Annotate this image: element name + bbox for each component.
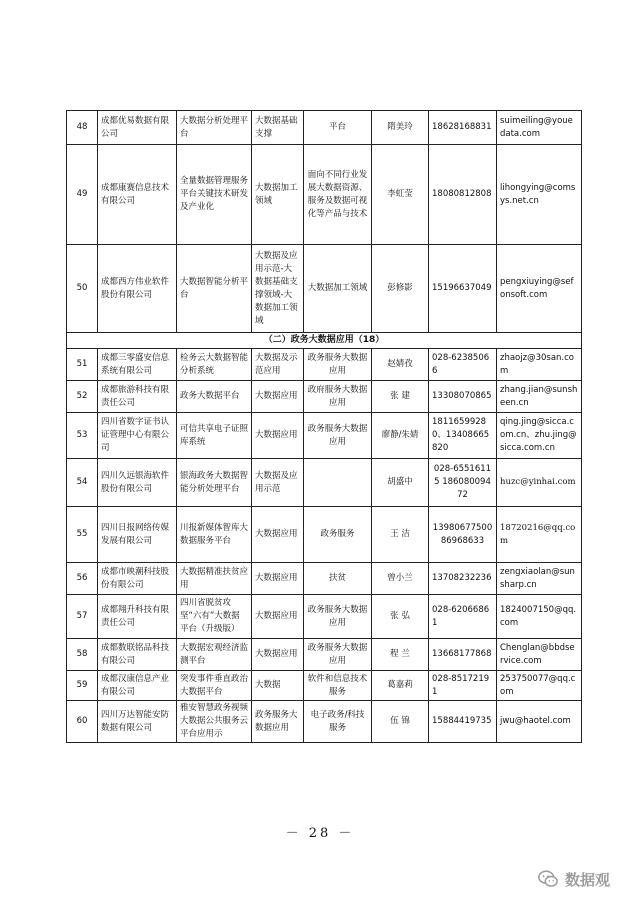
phone-number: 18080812808 (429, 145, 497, 245)
phone-number: 18116599280、13408665820 (429, 413, 497, 459)
phone-number: 028-85172191 (429, 671, 497, 701)
product-type: 大数据应用 (252, 381, 304, 413)
table-row (67, 459, 582, 507)
product-type: 大数据及应用示范 (252, 459, 304, 507)
phone-number: 18628168831 (429, 111, 497, 145)
product-name: 四川省脱贫攻坚“六有”大数据平台（升级版） (177, 595, 252, 639)
product-description: 政务服务大数据应用 (304, 639, 372, 671)
email-address: zhang.jian@sunsheen.cn (497, 381, 582, 413)
table-row (67, 563, 582, 595)
company-name: 四川日报网络传媒发展有限公司 (98, 507, 177, 563)
email-address: qing.jing@sicca.com.cn、zhu.jing@sicca.com.cn (497, 413, 582, 459)
contact-person: 彭修影 (372, 245, 429, 333)
product-description: 政务服务大数据应用 (304, 349, 372, 381)
company-name: 成都优易数据有限公司 (98, 111, 177, 145)
row-number: 56 (67, 563, 98, 595)
email-address: 18720216@qq.com (497, 507, 582, 563)
row-number: 57 (67, 595, 98, 639)
product-description: 政务服务大数据应用 (304, 413, 372, 459)
product-name: 可信共享电子证照库系统 (177, 413, 252, 459)
company-name: 成都三零盛安信息系统有限公司 (98, 349, 177, 381)
product-name: 雅安智慧政务视频大数据公共服务云平台应用示 (177, 701, 252, 743)
watermark (537, 868, 610, 890)
email-address: jwu@haotel.com (497, 701, 582, 743)
contact-person: 李虹莹 (372, 145, 429, 245)
watermark-text: 数据观 (564, 870, 610, 889)
wechat-icon (537, 868, 559, 890)
product-name: 大数据精准扶贫应用 (177, 563, 252, 595)
product-name: 突发事件垂直政治大数据平台 (177, 671, 252, 701)
company-name: 成都西方伟业软件股份有限公司 (98, 245, 177, 333)
product-name: 大数据分析处理平台 (177, 111, 252, 145)
table-row (67, 701, 582, 743)
company-name: 成都汉康信息产业有限公司 (98, 671, 177, 701)
phone-number: 028-62066861 (429, 595, 497, 639)
section-header: （二）政务大数据应用（18） (67, 333, 582, 349)
company-name: 成都市映潮科技股份有限公司 (98, 563, 177, 595)
product-name: 检务云大数据智能分析系统 (177, 349, 252, 381)
page-number: － 28 － (285, 826, 355, 841)
product-type: 大数据应用 (252, 595, 304, 639)
product-type: 大数据应用 (252, 507, 304, 563)
product-description (304, 459, 372, 507)
product-type: 大数据应用 (252, 413, 304, 459)
table-row (67, 413, 582, 459)
table-row (67, 595, 582, 639)
company-name: 成都翔升科技有限责任公司 (98, 595, 177, 639)
contact-person: 隋美玲 (372, 111, 429, 145)
product-description: 平台 (304, 111, 372, 145)
table-row (67, 671, 582, 701)
phone-number: 13308070865 (429, 381, 497, 413)
contact-person: 廖静/朱婧 (372, 413, 429, 459)
row-number: 48 (67, 111, 98, 145)
product-name: 政务大数据平台 (177, 381, 252, 413)
row-number: 55 (67, 507, 98, 563)
table-row (67, 111, 582, 145)
row-number: 51 (67, 349, 98, 381)
product-type: 大数据及应用示范-大数据基础支撑领域-大数据加工领域 (252, 245, 304, 333)
product-type: 大数据应用 (252, 639, 304, 671)
product-type: 大数据应用 (252, 563, 304, 595)
product-description: 政务服务 (304, 507, 372, 563)
table-row (67, 245, 582, 333)
section-header-row (67, 333, 582, 349)
product-description: 扶贫 (304, 563, 372, 595)
product-description: 政务服务大数据应用 (304, 595, 372, 639)
email-address: 1824007150@qq.com (497, 595, 582, 639)
email-address: pengxiuying@sefonsoft.com (497, 245, 582, 333)
contact-person: 伍 锦 (372, 701, 429, 743)
product-name: 川报新媒体智库大数据服务平台 (177, 507, 252, 563)
company-name: 成都康赛信息技术有限公司 (98, 145, 177, 245)
email-address: huzc@yinhai.com (497, 459, 582, 507)
product-type: 大数据及示范应用 (252, 349, 304, 381)
email-address: suimeiling@youedata.com (497, 111, 582, 145)
company-name: 成都数联铭品科技有限公司 (98, 639, 177, 671)
product-name: 大数据智能分析平台 (177, 245, 252, 333)
product-type: 政务服务大数据应用 (252, 701, 304, 743)
table-row (67, 145, 582, 245)
row-number: 50 (67, 245, 98, 333)
contact-person: 张 弘 (372, 595, 429, 639)
phone-number: 13708232236 (429, 563, 497, 595)
row-number: 49 (67, 145, 98, 245)
product-name: 大数据宏观经济监测平台 (177, 639, 252, 671)
phone-number: 028-65516115 18608009472 (429, 459, 497, 507)
contact-person: 张 建 (372, 381, 429, 413)
product-description: 面向不同行业发展大数据资源、服务及数据可视化等产品与技术 (304, 145, 372, 245)
contact-person: 曾小兰 (372, 563, 429, 595)
table-row (67, 639, 582, 671)
contact-person: 王 洁 (372, 507, 429, 563)
contact-person: 胡盛中 (372, 459, 429, 507)
company-name: 成都旅游科技有限责任公司 (98, 381, 177, 413)
email-address: Chenglan@bbdservice.com (497, 639, 582, 671)
table-row (67, 349, 582, 381)
phone-number: 15196637049 (429, 245, 497, 333)
row-number: 54 (67, 459, 98, 507)
phone-number: 13668177868 (429, 639, 497, 671)
product-description: 大数据加工领域 (304, 245, 372, 333)
table-row (67, 507, 582, 563)
table-row (67, 381, 582, 413)
product-name: 银海政务大数据智能分析处理平台 (177, 459, 252, 507)
row-number: 53 (67, 413, 98, 459)
enterprise-table (66, 110, 582, 743)
company-name: 四川久远银海软件股份有限公司 (98, 459, 177, 507)
row-number: 60 (67, 701, 98, 743)
product-type: 大数据加工领域 (252, 145, 304, 245)
product-description: 政府服务大数据应用 (304, 381, 372, 413)
email-address: zengxiaolan@sunsharp.cn (497, 563, 582, 595)
company-name: 四川万达智能安防数据有限公司 (98, 701, 177, 743)
row-number: 59 (67, 671, 98, 701)
phone-number: 028-62385066 (429, 349, 497, 381)
phone-number: 15884419735 (429, 701, 497, 743)
product-type: 大数据基础支撑 (252, 111, 304, 145)
product-description: 软件和信息技术服务 (304, 671, 372, 701)
phone-number: 13980677500 86968633 (429, 507, 497, 563)
product-description: 电子政务/科技服务 (304, 701, 372, 743)
product-name: 全量数据管理服务平台关键技术研发及产业化 (177, 145, 252, 245)
contact-person: 葛嘉莉 (372, 671, 429, 701)
email-address: lihongying@comsys.net.cn (497, 145, 582, 245)
row-number: 52 (67, 381, 98, 413)
contact-person: 赵婧孜 (372, 349, 429, 381)
company-name: 四川省数字证书认证管理中心有限公司 (98, 413, 177, 459)
contact-person: 程 兰 (372, 639, 429, 671)
product-type: 大数据 (252, 671, 304, 701)
email-address: zhaojz@30san.com (497, 349, 582, 381)
email-address: 253750077@qq.com (497, 671, 582, 701)
row-number: 58 (67, 639, 98, 671)
